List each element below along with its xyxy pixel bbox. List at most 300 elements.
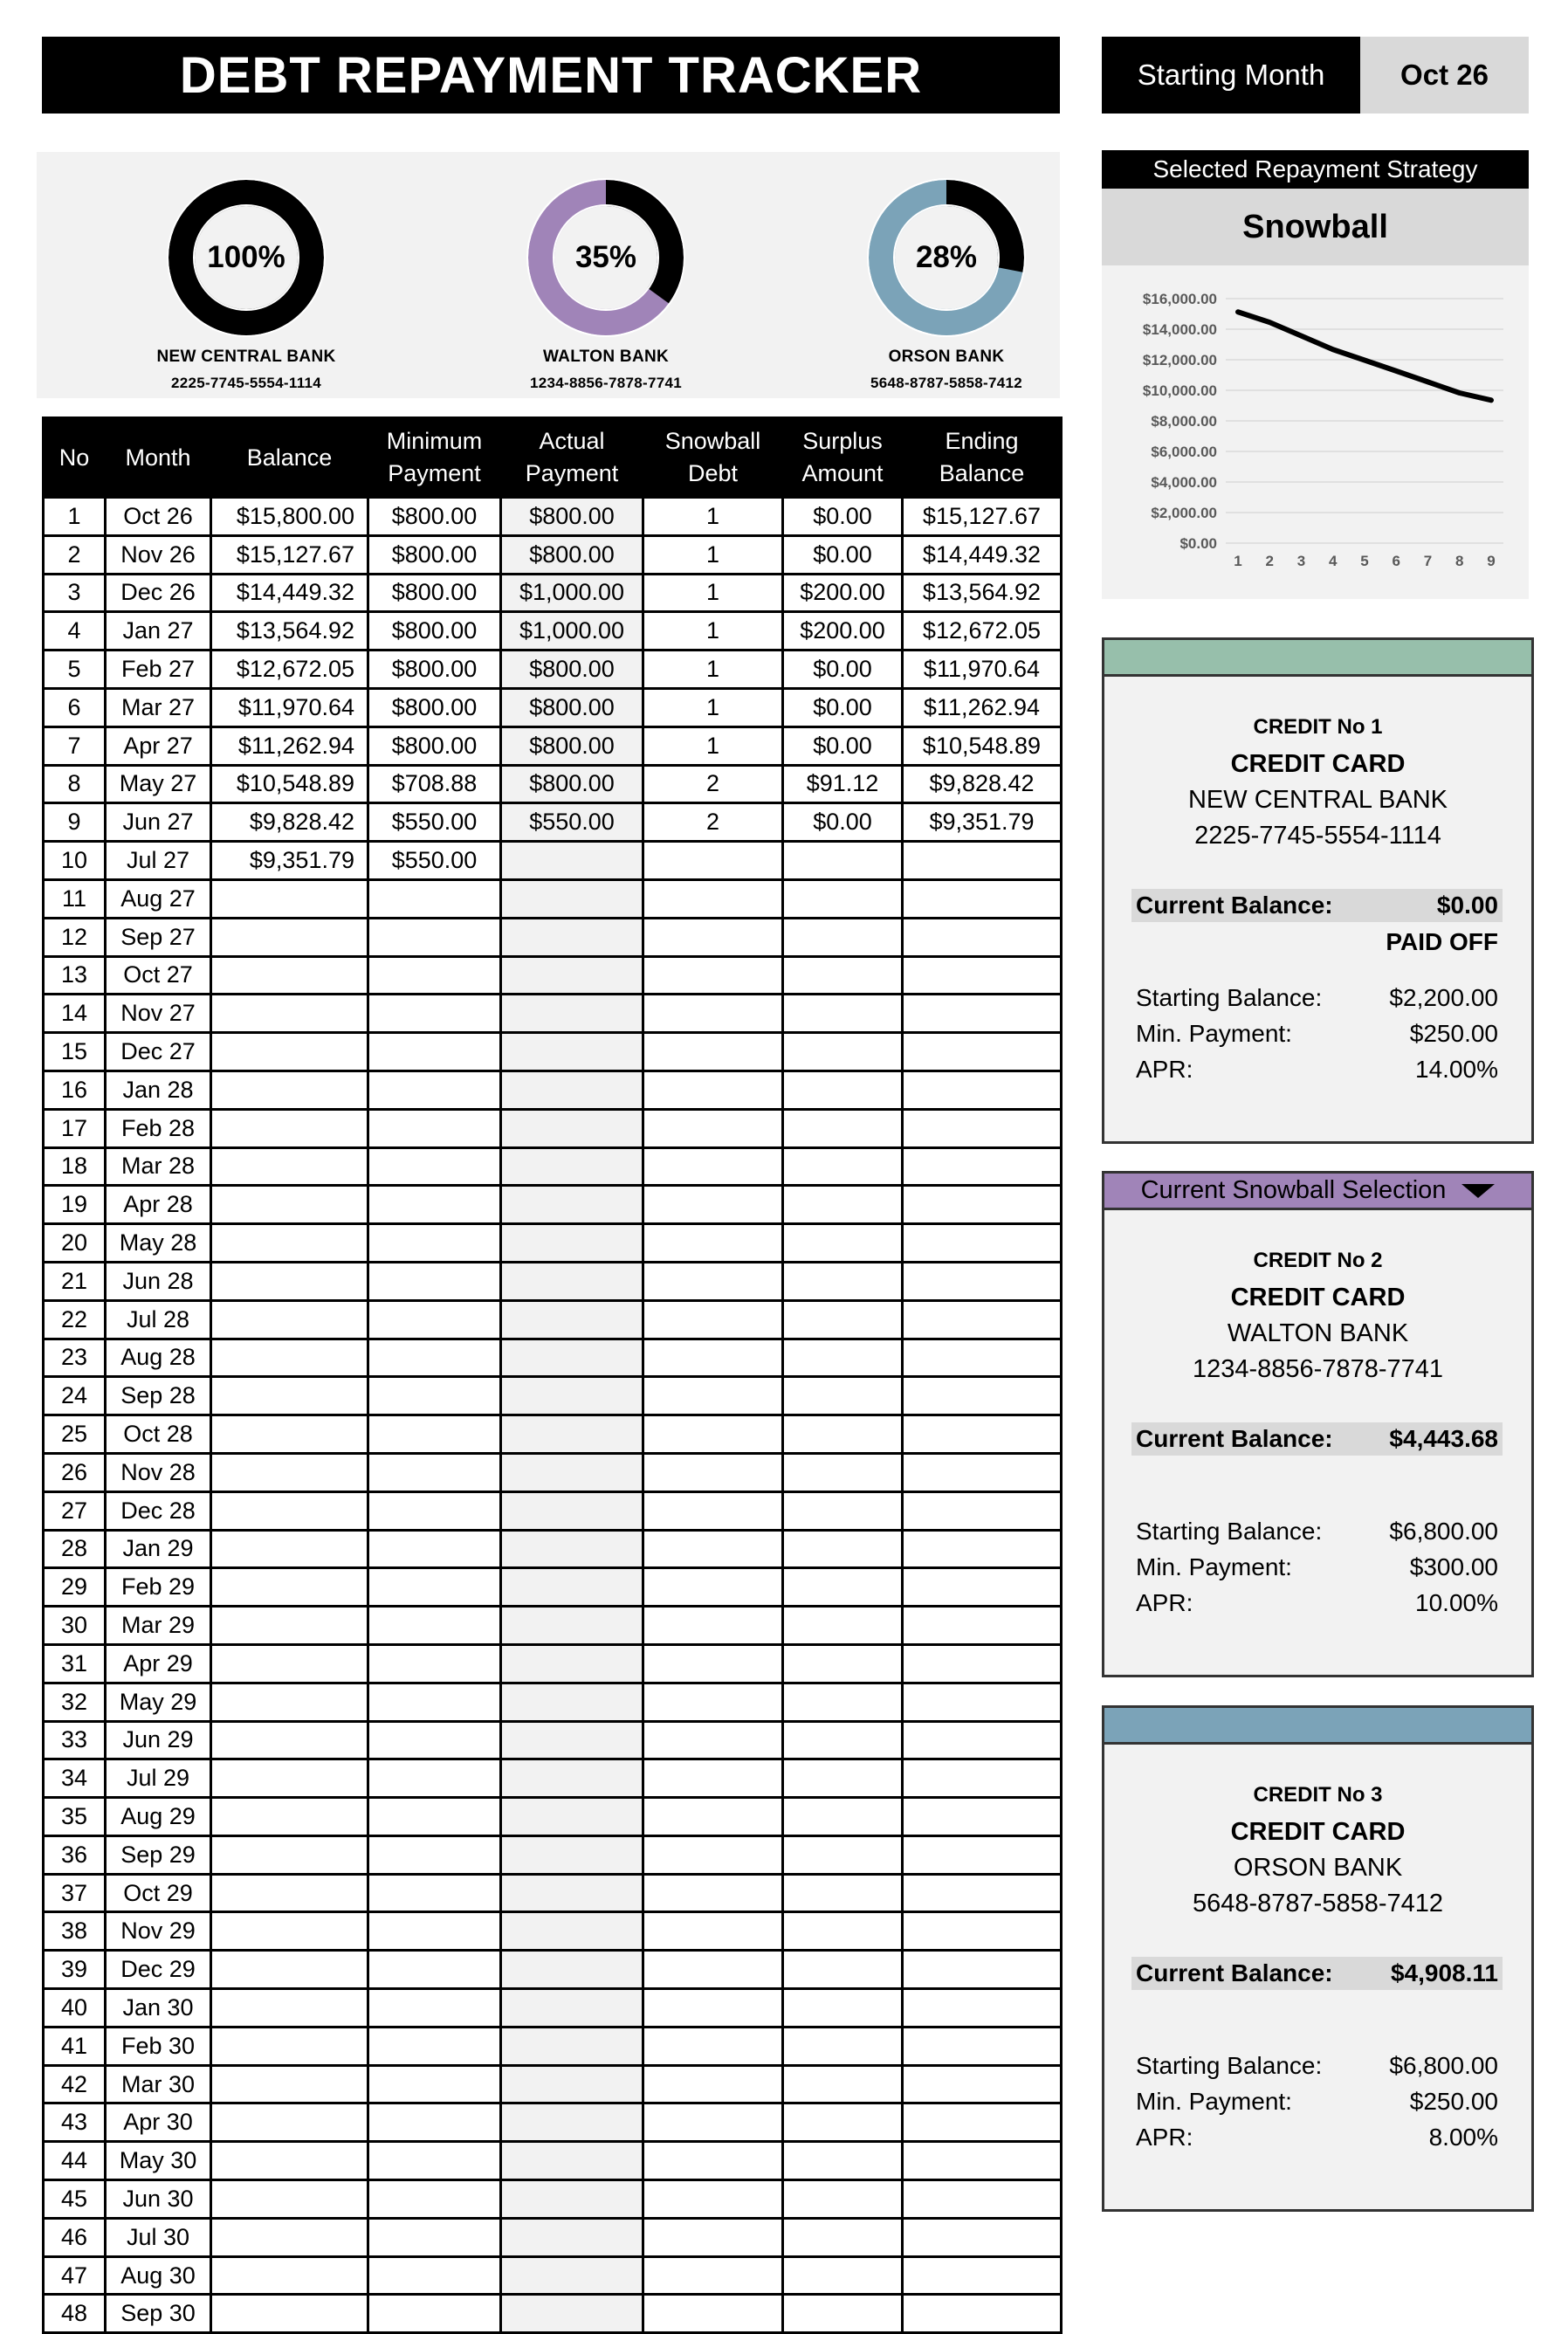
cell-no[interactable]: 3 — [44, 574, 106, 612]
cell-minimum-payment[interactable]: $800.00 — [368, 612, 501, 651]
cell-balance[interactable] — [211, 2295, 368, 2333]
cell-no[interactable]: 44 — [44, 2142, 106, 2180]
cell-snowball-debt[interactable] — [643, 1951, 783, 1989]
cell-surplus-amount[interactable] — [783, 1835, 903, 1874]
cell-surplus-amount[interactable] — [783, 2065, 903, 2103]
cell-balance[interactable] — [211, 1874, 368, 1912]
cell-month[interactable]: Aug 28 — [106, 1339, 211, 1377]
cell-minimum-payment[interactable] — [368, 1109, 501, 1147]
cell-surplus-amount[interactable] — [783, 1568, 903, 1607]
cell-snowball-debt[interactable] — [643, 1607, 783, 1645]
cell-snowball-debt[interactable] — [643, 1835, 783, 1874]
cell-snowball-debt[interactable] — [643, 1300, 783, 1339]
cell-actual-payment[interactable] — [501, 1835, 643, 1874]
cell-snowball-debt[interactable] — [643, 2027, 783, 2065]
cell-ending-balance[interactable]: $14,449.32 — [903, 535, 1062, 574]
cell-minimum-payment[interactable] — [368, 2218, 501, 2256]
cell-month[interactable]: Jul 29 — [106, 1759, 211, 1798]
cell-ending-balance[interactable] — [903, 1874, 1062, 1912]
cell-actual-payment[interactable] — [501, 1071, 643, 1109]
cell-no[interactable]: 14 — [44, 995, 106, 1033]
cell-balance[interactable] — [211, 1721, 368, 1759]
cell-minimum-payment[interactable] — [368, 2027, 501, 2065]
cell-surplus-amount[interactable] — [783, 1033, 903, 1071]
cell-surplus-amount[interactable] — [783, 1874, 903, 1912]
cell-minimum-payment[interactable]: $800.00 — [368, 574, 501, 612]
cell-actual-payment[interactable] — [501, 1644, 643, 1683]
cell-balance[interactable] — [211, 1568, 368, 1607]
cell-minimum-payment[interactable] — [368, 2256, 501, 2295]
cell-actual-payment[interactable] — [501, 2180, 643, 2219]
cell-snowball-debt[interactable] — [643, 1262, 783, 1300]
cell-balance[interactable]: $15,800.00 — [211, 498, 368, 536]
cell-minimum-payment[interactable] — [368, 1759, 501, 1798]
cell-minimum-payment[interactable] — [368, 956, 501, 995]
cell-balance[interactable] — [211, 1033, 368, 1071]
cell-minimum-payment[interactable] — [368, 1530, 501, 1568]
cell-month[interactable]: Mar 29 — [106, 1607, 211, 1645]
cell-no[interactable]: 20 — [44, 1224, 106, 1263]
cell-surplus-amount[interactable]: $200.00 — [783, 574, 903, 612]
cell-month[interactable]: Feb 28 — [106, 1109, 211, 1147]
cell-surplus-amount[interactable] — [783, 1147, 903, 1186]
cell-ending-balance[interactable] — [903, 2295, 1062, 2333]
cell-month[interactable]: Jan 30 — [106, 1989, 211, 2028]
cell-surplus-amount[interactable] — [783, 2295, 903, 2333]
cell-actual-payment[interactable]: $800.00 — [501, 765, 643, 803]
cell-actual-payment[interactable] — [501, 1109, 643, 1147]
cell-balance[interactable]: $14,449.32 — [211, 574, 368, 612]
cell-no[interactable]: 26 — [44, 1453, 106, 1491]
cell-ending-balance[interactable] — [903, 1607, 1062, 1645]
cell-balance[interactable] — [211, 1415, 368, 1454]
cell-snowball-debt[interactable] — [643, 879, 783, 918]
cell-snowball-debt[interactable] — [643, 1186, 783, 1224]
cell-snowball-debt[interactable] — [643, 1683, 783, 1721]
cell-snowball-debt[interactable] — [643, 2103, 783, 2142]
cell-actual-payment[interactable] — [501, 1721, 643, 1759]
cell-balance[interactable]: $12,672.05 — [211, 651, 368, 689]
cell-surplus-amount[interactable] — [783, 1912, 903, 1951]
snowball-selection-dropdown[interactable] — [1104, 1174, 1531, 1210]
cell-surplus-amount[interactable] — [783, 1644, 903, 1683]
cell-minimum-payment[interactable] — [368, 1224, 501, 1263]
cell-month[interactable]: Oct 27 — [106, 956, 211, 995]
cell-surplus-amount[interactable]: $0.00 — [783, 535, 903, 574]
cell-actual-payment[interactable] — [501, 1415, 643, 1454]
cell-minimum-payment[interactable] — [368, 879, 501, 918]
cell-month[interactable]: Nov 29 — [106, 1912, 211, 1951]
cell-no[interactable]: 6 — [44, 688, 106, 726]
cell-surplus-amount[interactable] — [783, 1530, 903, 1568]
cell-month[interactable]: Apr 28 — [106, 1186, 211, 1224]
cell-snowball-debt[interactable] — [643, 995, 783, 1033]
cell-minimum-payment[interactable] — [368, 995, 501, 1033]
cell-no[interactable]: 29 — [44, 1568, 106, 1607]
cell-ending-balance[interactable]: $9,828.42 — [903, 765, 1062, 803]
cell-ending-balance[interactable] — [903, 1453, 1062, 1491]
cell-minimum-payment[interactable] — [368, 1377, 501, 1415]
cell-minimum-payment[interactable] — [368, 1147, 501, 1186]
cell-snowball-debt[interactable]: 1 — [643, 535, 783, 574]
cell-ending-balance[interactable] — [903, 2218, 1062, 2256]
cell-snowball-debt[interactable] — [643, 1759, 783, 1798]
cell-snowball-debt[interactable] — [643, 2065, 783, 2103]
cell-actual-payment[interactable] — [501, 1530, 643, 1568]
cell-ending-balance[interactable] — [903, 2103, 1062, 2142]
cell-ending-balance[interactable] — [903, 1759, 1062, 1798]
cell-ending-balance[interactable] — [903, 1262, 1062, 1300]
cell-month[interactable]: Nov 28 — [106, 1453, 211, 1491]
cell-snowball-debt[interactable] — [643, 1071, 783, 1109]
cell-balance[interactable] — [211, 2103, 368, 2142]
cell-no[interactable]: 46 — [44, 2218, 106, 2256]
cell-balance[interactable] — [211, 956, 368, 995]
cell-balance[interactable] — [211, 1835, 368, 1874]
cell-actual-payment[interactable]: $550.00 — [501, 803, 643, 842]
cell-minimum-payment[interactable] — [368, 1568, 501, 1607]
cell-surplus-amount[interactable] — [783, 1453, 903, 1491]
cell-ending-balance[interactable] — [903, 2180, 1062, 2219]
cell-snowball-debt[interactable]: 1 — [643, 688, 783, 726]
cell-ending-balance[interactable] — [903, 1109, 1062, 1147]
cell-surplus-amount[interactable] — [783, 1683, 903, 1721]
cell-actual-payment[interactable] — [501, 1912, 643, 1951]
cell-surplus-amount[interactable] — [783, 918, 903, 956]
cell-no[interactable]: 48 — [44, 2295, 106, 2333]
cell-no[interactable]: 34 — [44, 1759, 106, 1798]
cell-ending-balance[interactable] — [903, 1033, 1062, 1071]
cell-snowball-debt[interactable] — [643, 1033, 783, 1071]
cell-balance[interactable] — [211, 1186, 368, 1224]
cell-ending-balance[interactable] — [903, 2142, 1062, 2180]
cell-minimum-payment[interactable] — [368, 2065, 501, 2103]
strategy-selector[interactable]: Snowball — [1102, 189, 1529, 265]
cell-surplus-amount[interactable]: $0.00 — [783, 726, 903, 765]
cell-surplus-amount[interactable] — [783, 2142, 903, 2180]
cell-month[interactable]: Aug 29 — [106, 1798, 211, 1836]
cell-actual-payment[interactable] — [501, 2256, 643, 2295]
cell-balance[interactable] — [211, 2065, 368, 2103]
cell-no[interactable]: 15 — [44, 1033, 106, 1071]
cell-minimum-payment[interactable]: $708.88 — [368, 765, 501, 803]
cell-surplus-amount[interactable] — [783, 995, 903, 1033]
cell-minimum-payment[interactable] — [368, 1300, 501, 1339]
cell-surplus-amount[interactable]: $0.00 — [783, 803, 903, 842]
cell-balance[interactable] — [211, 1453, 368, 1491]
cell-snowball-debt[interactable] — [643, 2218, 783, 2256]
cell-minimum-payment[interactable] — [368, 2295, 501, 2333]
cell-month[interactable]: Sep 27 — [106, 918, 211, 956]
cell-ending-balance[interactable]: $13,564.92 — [903, 574, 1062, 612]
cell-minimum-payment[interactable] — [368, 1415, 501, 1454]
cell-balance[interactable] — [211, 879, 368, 918]
cell-snowball-debt[interactable] — [643, 2142, 783, 2180]
cell-minimum-payment[interactable] — [368, 1339, 501, 1377]
cell-ending-balance[interactable] — [903, 1568, 1062, 1607]
cell-ending-balance[interactable] — [903, 995, 1062, 1033]
starting-month-value[interactable]: Oct 26 — [1360, 37, 1529, 114]
cell-ending-balance[interactable] — [903, 2256, 1062, 2295]
cell-balance[interactable] — [211, 1530, 368, 1568]
cell-month[interactable]: Jan 28 — [106, 1071, 211, 1109]
cell-balance[interactable]: $9,351.79 — [211, 842, 368, 880]
cell-surplus-amount[interactable] — [783, 879, 903, 918]
cell-balance[interactable] — [211, 2218, 368, 2256]
cell-actual-payment[interactable] — [501, 2065, 643, 2103]
cell-month[interactable]: Feb 30 — [106, 2027, 211, 2065]
cell-minimum-payment[interactable] — [368, 1491, 501, 1530]
cell-no[interactable]: 41 — [44, 2027, 106, 2065]
cell-ending-balance[interactable] — [903, 1147, 1062, 1186]
cell-month[interactable]: May 29 — [106, 1683, 211, 1721]
cell-surplus-amount[interactable] — [783, 1951, 903, 1989]
cell-minimum-payment[interactable]: $800.00 — [368, 688, 501, 726]
cell-ending-balance[interactable] — [903, 1377, 1062, 1415]
cell-surplus-amount[interactable] — [783, 1186, 903, 1224]
cell-surplus-amount[interactable] — [783, 956, 903, 995]
cell-minimum-payment[interactable] — [368, 1874, 501, 1912]
cell-snowball-debt[interactable] — [643, 2295, 783, 2333]
cell-ending-balance[interactable] — [903, 1989, 1062, 2028]
cell-surplus-amount[interactable] — [783, 1491, 903, 1530]
cell-actual-payment[interactable] — [501, 1339, 643, 1377]
cell-actual-payment[interactable]: $800.00 — [501, 498, 643, 536]
cell-no[interactable]: 28 — [44, 1530, 106, 1568]
cell-balance[interactable] — [211, 918, 368, 956]
cell-balance[interactable] — [211, 1262, 368, 1300]
cell-month[interactable]: Dec 28 — [106, 1491, 211, 1530]
cell-surplus-amount[interactable] — [783, 1607, 903, 1645]
cell-actual-payment[interactable] — [501, 1951, 643, 1989]
cell-minimum-payment[interactable] — [368, 1683, 501, 1721]
cell-snowball-debt[interactable]: 2 — [643, 765, 783, 803]
cell-month[interactable]: Oct 29 — [106, 1874, 211, 1912]
cell-minimum-payment[interactable] — [368, 1835, 501, 1874]
cell-no[interactable]: 27 — [44, 1491, 106, 1530]
cell-balance[interactable] — [211, 1491, 368, 1530]
cell-surplus-amount[interactable] — [783, 1989, 903, 2028]
cell-surplus-amount[interactable] — [783, 1377, 903, 1415]
cell-snowball-debt[interactable] — [643, 2256, 783, 2295]
cell-ending-balance[interactable]: $15,127.67 — [903, 498, 1062, 536]
cell-ending-balance[interactable] — [903, 1071, 1062, 1109]
cell-minimum-payment[interactable] — [368, 1989, 501, 2028]
cell-snowball-debt[interactable] — [643, 1721, 783, 1759]
cell-minimum-payment[interactable] — [368, 1186, 501, 1224]
cell-no[interactable]: 18 — [44, 1147, 106, 1186]
cell-balance[interactable]: $13,564.92 — [211, 612, 368, 651]
cell-surplus-amount[interactable] — [783, 1262, 903, 1300]
cell-actual-payment[interactable] — [501, 995, 643, 1033]
cell-minimum-payment[interactable] — [368, 2142, 501, 2180]
cell-snowball-debt[interactable] — [643, 1644, 783, 1683]
cell-balance[interactable] — [211, 1377, 368, 1415]
cell-month[interactable]: Aug 30 — [106, 2256, 211, 2295]
cell-balance[interactable] — [211, 1147, 368, 1186]
cell-minimum-payment[interactable]: $550.00 — [368, 842, 501, 880]
cell-minimum-payment[interactable] — [368, 1798, 501, 1836]
cell-month[interactable]: Sep 30 — [106, 2295, 211, 2333]
cell-no[interactable]: 39 — [44, 1951, 106, 1989]
cell-actual-payment[interactable] — [501, 2027, 643, 2065]
cell-ending-balance[interactable] — [903, 1224, 1062, 1263]
cell-ending-balance[interactable]: $9,351.79 — [903, 803, 1062, 842]
cell-ending-balance[interactable]: $11,262.94 — [903, 688, 1062, 726]
cell-surplus-amount[interactable]: $0.00 — [783, 688, 903, 726]
cell-snowball-debt[interactable] — [643, 1415, 783, 1454]
cell-month[interactable]: Feb 27 — [106, 651, 211, 689]
cell-balance[interactable] — [211, 1071, 368, 1109]
cell-actual-payment[interactable] — [501, 1262, 643, 1300]
cell-month[interactable]: Jun 30 — [106, 2180, 211, 2219]
cell-surplus-amount[interactable] — [783, 2027, 903, 2065]
cell-balance[interactable] — [211, 1683, 368, 1721]
cell-ending-balance[interactable] — [903, 1300, 1062, 1339]
cell-balance[interactable]: $11,970.64 — [211, 688, 368, 726]
cell-minimum-payment[interactable] — [368, 1607, 501, 1645]
cell-surplus-amount[interactable] — [783, 2103, 903, 2142]
cell-no[interactable]: 9 — [44, 803, 106, 842]
cell-surplus-amount[interactable] — [783, 2256, 903, 2295]
cell-balance[interactable] — [211, 1224, 368, 1263]
cell-month[interactable]: Dec 26 — [106, 574, 211, 612]
cell-no[interactable]: 17 — [44, 1109, 106, 1147]
cell-surplus-amount[interactable] — [783, 1339, 903, 1377]
cell-balance[interactable] — [211, 2256, 368, 2295]
cell-ending-balance[interactable] — [903, 1186, 1062, 1224]
cell-no[interactable]: 25 — [44, 1415, 106, 1454]
cell-month[interactable]: Jun 29 — [106, 1721, 211, 1759]
cell-snowball-debt[interactable] — [643, 1147, 783, 1186]
cell-month[interactable]: Dec 29 — [106, 1951, 211, 1989]
cell-ending-balance[interactable] — [903, 1912, 1062, 1951]
cell-no[interactable]: 35 — [44, 1798, 106, 1836]
cell-month[interactable]: Jun 27 — [106, 803, 211, 842]
cell-snowball-debt[interactable] — [643, 1109, 783, 1147]
cell-ending-balance[interactable] — [903, 1644, 1062, 1683]
cell-no[interactable]: 12 — [44, 918, 106, 956]
cell-actual-payment[interactable] — [501, 918, 643, 956]
cell-actual-payment[interactable] — [501, 1453, 643, 1491]
cell-snowball-debt[interactable] — [643, 1453, 783, 1491]
cell-actual-payment[interactable] — [501, 2218, 643, 2256]
cell-actual-payment[interactable]: $800.00 — [501, 535, 643, 574]
cell-actual-payment[interactable] — [501, 956, 643, 995]
cell-snowball-debt[interactable] — [643, 1530, 783, 1568]
cell-month[interactable]: May 30 — [106, 2142, 211, 2180]
cell-month[interactable]: Mar 28 — [106, 1147, 211, 1186]
cell-no[interactable]: 5 — [44, 651, 106, 689]
cell-snowball-debt[interactable] — [643, 1874, 783, 1912]
cell-actual-payment[interactable]: $1,000.00 — [501, 574, 643, 612]
cell-surplus-amount[interactable] — [783, 1721, 903, 1759]
cell-ending-balance[interactable] — [903, 842, 1062, 880]
cell-ending-balance[interactable] — [903, 2027, 1062, 2065]
cell-ending-balance[interactable] — [903, 2065, 1062, 2103]
cell-actual-payment[interactable] — [501, 1798, 643, 1836]
cell-actual-payment[interactable] — [501, 1607, 643, 1645]
cell-balance[interactable]: $15,127.67 — [211, 535, 368, 574]
cell-balance[interactable] — [211, 1644, 368, 1683]
cell-balance[interactable]: $9,828.42 — [211, 803, 368, 842]
cell-actual-payment[interactable] — [501, 2142, 643, 2180]
cell-snowball-debt[interactable] — [643, 918, 783, 956]
cell-ending-balance[interactable] — [903, 1951, 1062, 1989]
cell-actual-payment[interactable] — [501, 2103, 643, 2142]
cell-balance[interactable] — [211, 1109, 368, 1147]
cell-month[interactable]: Sep 29 — [106, 1835, 211, 1874]
cell-balance[interactable] — [211, 1300, 368, 1339]
cell-surplus-amount[interactable] — [783, 2180, 903, 2219]
cell-actual-payment[interactable] — [501, 1300, 643, 1339]
cell-no[interactable]: 16 — [44, 1071, 106, 1109]
cell-month[interactable]: Jul 30 — [106, 2218, 211, 2256]
cell-actual-payment[interactable]: $1,000.00 — [501, 612, 643, 651]
cell-snowball-debt[interactable]: 2 — [643, 803, 783, 842]
cell-snowball-debt[interactable] — [643, 1568, 783, 1607]
cell-minimum-payment[interactable] — [368, 2180, 501, 2219]
cell-minimum-payment[interactable] — [368, 1453, 501, 1491]
cell-ending-balance[interactable] — [903, 918, 1062, 956]
cell-surplus-amount[interactable]: $91.12 — [783, 765, 903, 803]
cell-minimum-payment[interactable] — [368, 1071, 501, 1109]
cell-ending-balance[interactable] — [903, 1530, 1062, 1568]
cell-minimum-payment[interactable]: $800.00 — [368, 535, 501, 574]
cell-minimum-payment[interactable]: $800.00 — [368, 498, 501, 536]
cell-ending-balance[interactable] — [903, 1798, 1062, 1836]
cell-surplus-amount[interactable] — [783, 1071, 903, 1109]
cell-ending-balance[interactable] — [903, 1339, 1062, 1377]
cell-actual-payment[interactable] — [501, 1491, 643, 1530]
cell-balance[interactable] — [211, 2180, 368, 2219]
cell-snowball-debt[interactable] — [643, 1989, 783, 2028]
cell-balance[interactable]: $10,548.89 — [211, 765, 368, 803]
cell-no[interactable]: 33 — [44, 1721, 106, 1759]
cell-month[interactable]: Mar 27 — [106, 688, 211, 726]
cell-month[interactable]: Aug 27 — [106, 879, 211, 918]
cell-surplus-amount[interactable] — [783, 842, 903, 880]
cell-ending-balance[interactable] — [903, 1491, 1062, 1530]
cell-no[interactable]: 2 — [44, 535, 106, 574]
cell-actual-payment[interactable] — [501, 1224, 643, 1263]
cell-balance[interactable] — [211, 1798, 368, 1836]
cell-surplus-amount[interactable] — [783, 1300, 903, 1339]
cell-no[interactable]: 43 — [44, 2103, 106, 2142]
cell-no[interactable]: 47 — [44, 2256, 106, 2295]
cell-actual-payment[interactable] — [501, 1568, 643, 1607]
cell-no[interactable]: 21 — [44, 1262, 106, 1300]
cell-minimum-payment[interactable] — [368, 2103, 501, 2142]
cell-snowball-debt[interactable]: 1 — [643, 726, 783, 765]
cell-actual-payment[interactable] — [501, 1147, 643, 1186]
cell-snowball-debt[interactable] — [643, 956, 783, 995]
cell-no[interactable]: 4 — [44, 612, 106, 651]
cell-month[interactable]: Feb 29 — [106, 1568, 211, 1607]
cell-no[interactable]: 10 — [44, 842, 106, 880]
cell-ending-balance[interactable] — [903, 1835, 1062, 1874]
cell-actual-payment[interactable]: $800.00 — [501, 726, 643, 765]
cell-actual-payment[interactable] — [501, 1759, 643, 1798]
cell-month[interactable]: Mar 30 — [106, 2065, 211, 2103]
cell-month[interactable]: May 28 — [106, 1224, 211, 1263]
cell-balance[interactable] — [211, 1339, 368, 1377]
cell-no[interactable]: 8 — [44, 765, 106, 803]
cell-actual-payment[interactable] — [501, 1377, 643, 1415]
cell-balance[interactable] — [211, 2027, 368, 2065]
cell-ending-balance[interactable] — [903, 1415, 1062, 1454]
cell-month[interactable]: Jul 27 — [106, 842, 211, 880]
